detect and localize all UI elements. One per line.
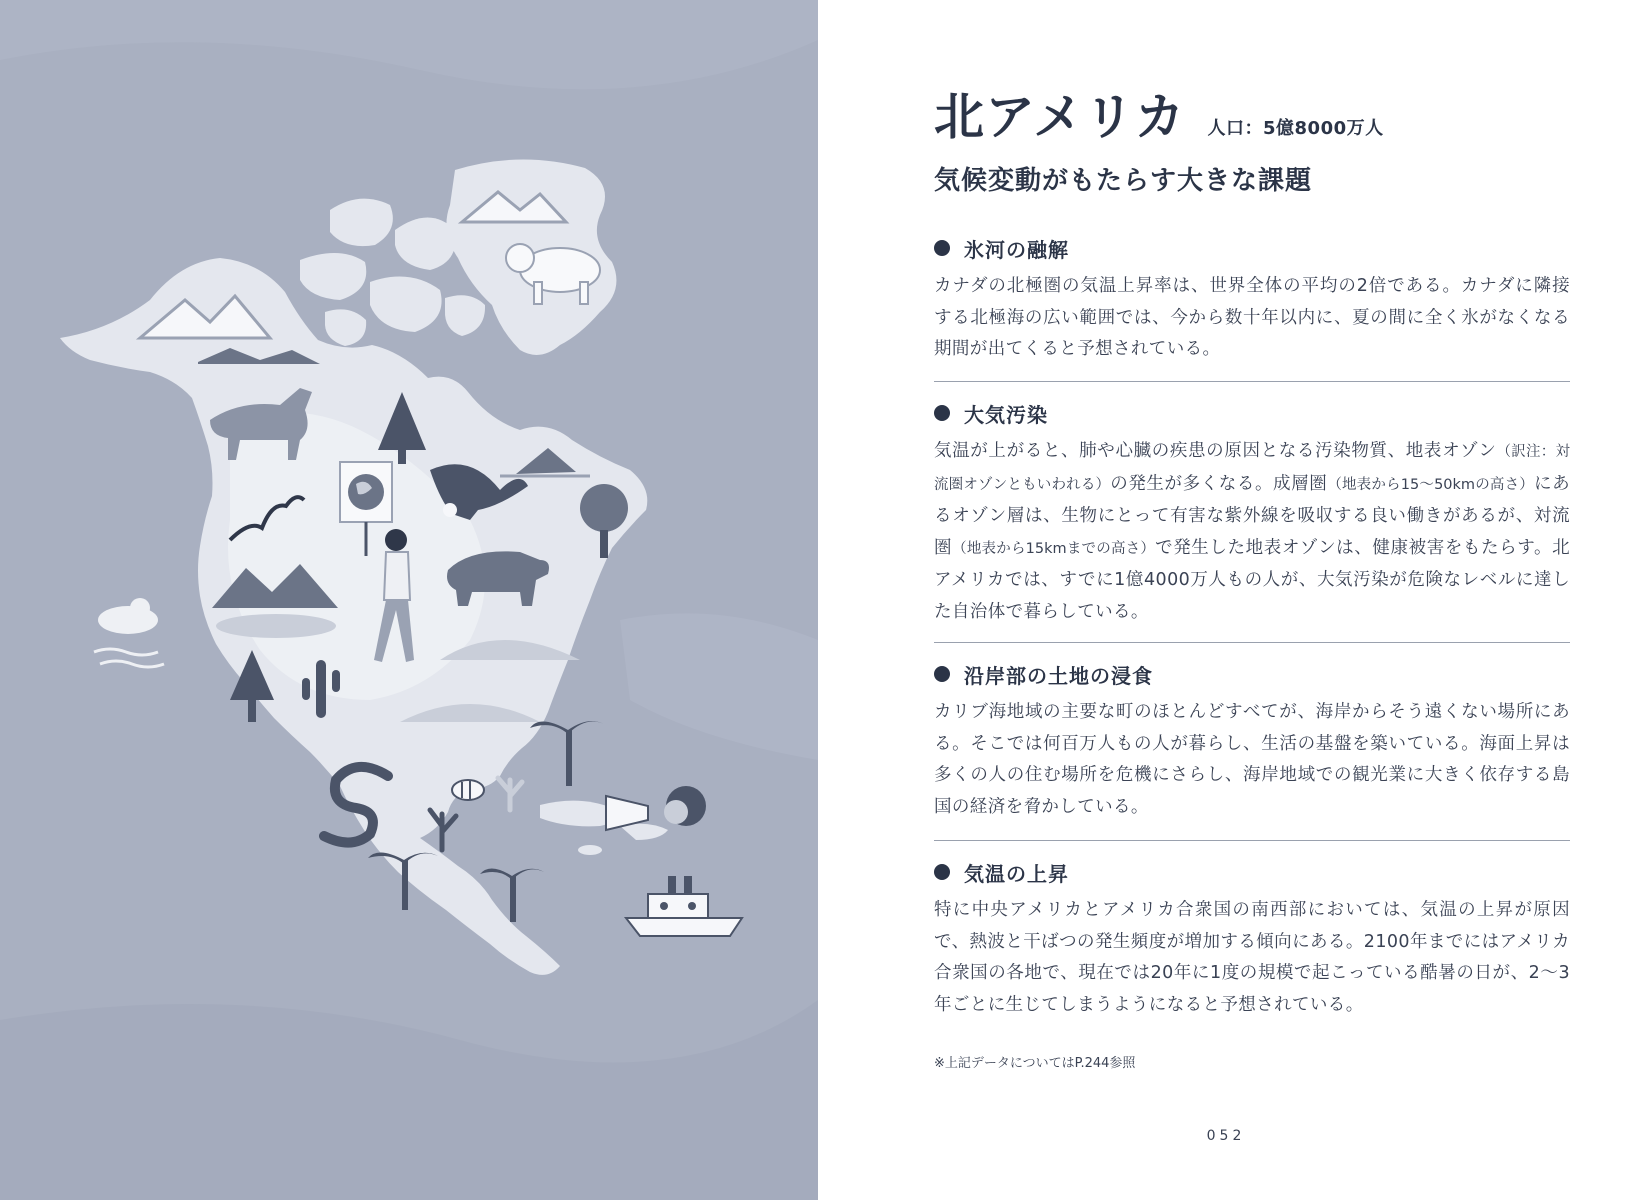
page-number: 052 [1206, 1128, 1246, 1144]
body-text: の発生が多くなる。成層圏 [1110, 473, 1328, 494]
altitude-note: （地表から15kmまでの高さ） [952, 540, 1156, 557]
page-title: 北アメリカ [934, 88, 1186, 146]
title-row [934, 88, 1554, 146]
section-divider [934, 381, 1570, 382]
section-heading [934, 398, 1570, 428]
section-temperature-rise [934, 857, 1570, 1021]
section-title: 大気汚染 [964, 402, 1048, 427]
section-title: 氷河の融解 [964, 237, 1069, 262]
section-body: 特に中央アメリカとアメリカ合衆国の南西部においては、気温の上昇が原因で、熱波と干ばつの発生頻度が増加する傾向にある。2100年までにはアメリカ合衆国の各地で、現在では20年に1度の規模で起こっている酷暑の日が、2〜3年ごとに生じてしまうようになると予想されている。 [934, 900, 1570, 1015]
section-divider [934, 840, 1570, 841]
section-divider [934, 642, 1570, 643]
population-label: 人口：5億8000万人 [1207, 118, 1384, 139]
body-text: で発生した地表オゾンは、健康被害をもたらす。北アメリカでは、すでに1億4000万人もの人が、大気汚染が危険なレベルに達した自治体で暮らしている。 [934, 537, 1570, 622]
section-body: カリブ海地域の主要な町のほとんどすべてが、海岸からそう遠くない場所にある。そこでは何百万人もの人が暮らし、生活の基盤を築いている。海面上昇は多くの人の住む場所を危機にさらし、海岸地域での観光業に大きく依存する島国の経済を脅かしている。 [934, 702, 1570, 817]
body-text: 気温が上がると、肺や心臓の疾患の原因となる汚染物質、地表オゾン [934, 441, 1497, 461]
section-heading [934, 233, 1570, 263]
section-heading [934, 857, 1570, 887]
section-body [934, 436, 1570, 628]
bullet-icon [934, 405, 950, 421]
page-subtitle: 気候変動がもたらす大きな課題 [934, 166, 1313, 196]
section-coastal-erosion [934, 659, 1570, 823]
text-page [818, 0, 1634, 1200]
bullet-icon [934, 240, 950, 256]
body-text: にあるオゾン層は、生物にとって有害な紫外線を吸収する良い働きがあるが、対流圏 [934, 473, 1570, 558]
section-title: 沿岸部の土地の浸食 [964, 663, 1153, 688]
bullet-icon [934, 666, 950, 682]
fish-icon [452, 780, 484, 800]
section-air-pollution [934, 398, 1570, 628]
section-title: 気温の上昇 [964, 861, 1069, 886]
translator-note: （訳注：対流圏オゾンともいわれる） [934, 444, 1570, 493]
section-body: カナダの北極圏の気温上昇率は、世界全体の平均の2倍である。カナダに隣接する北極海の広い範囲では、今から数十年以内に、夏の間に全く氷がなくなる期間が出てくると予想されている。 [934, 276, 1570, 359]
altitude-note: （地表から15～50kmの高さ） [1327, 476, 1534, 493]
footnote: ※上記データについてはP.244参照 [934, 1056, 1136, 1071]
bullet-icon [934, 864, 950, 880]
section-glacier-melt [934, 233, 1570, 366]
section-heading [934, 659, 1570, 689]
